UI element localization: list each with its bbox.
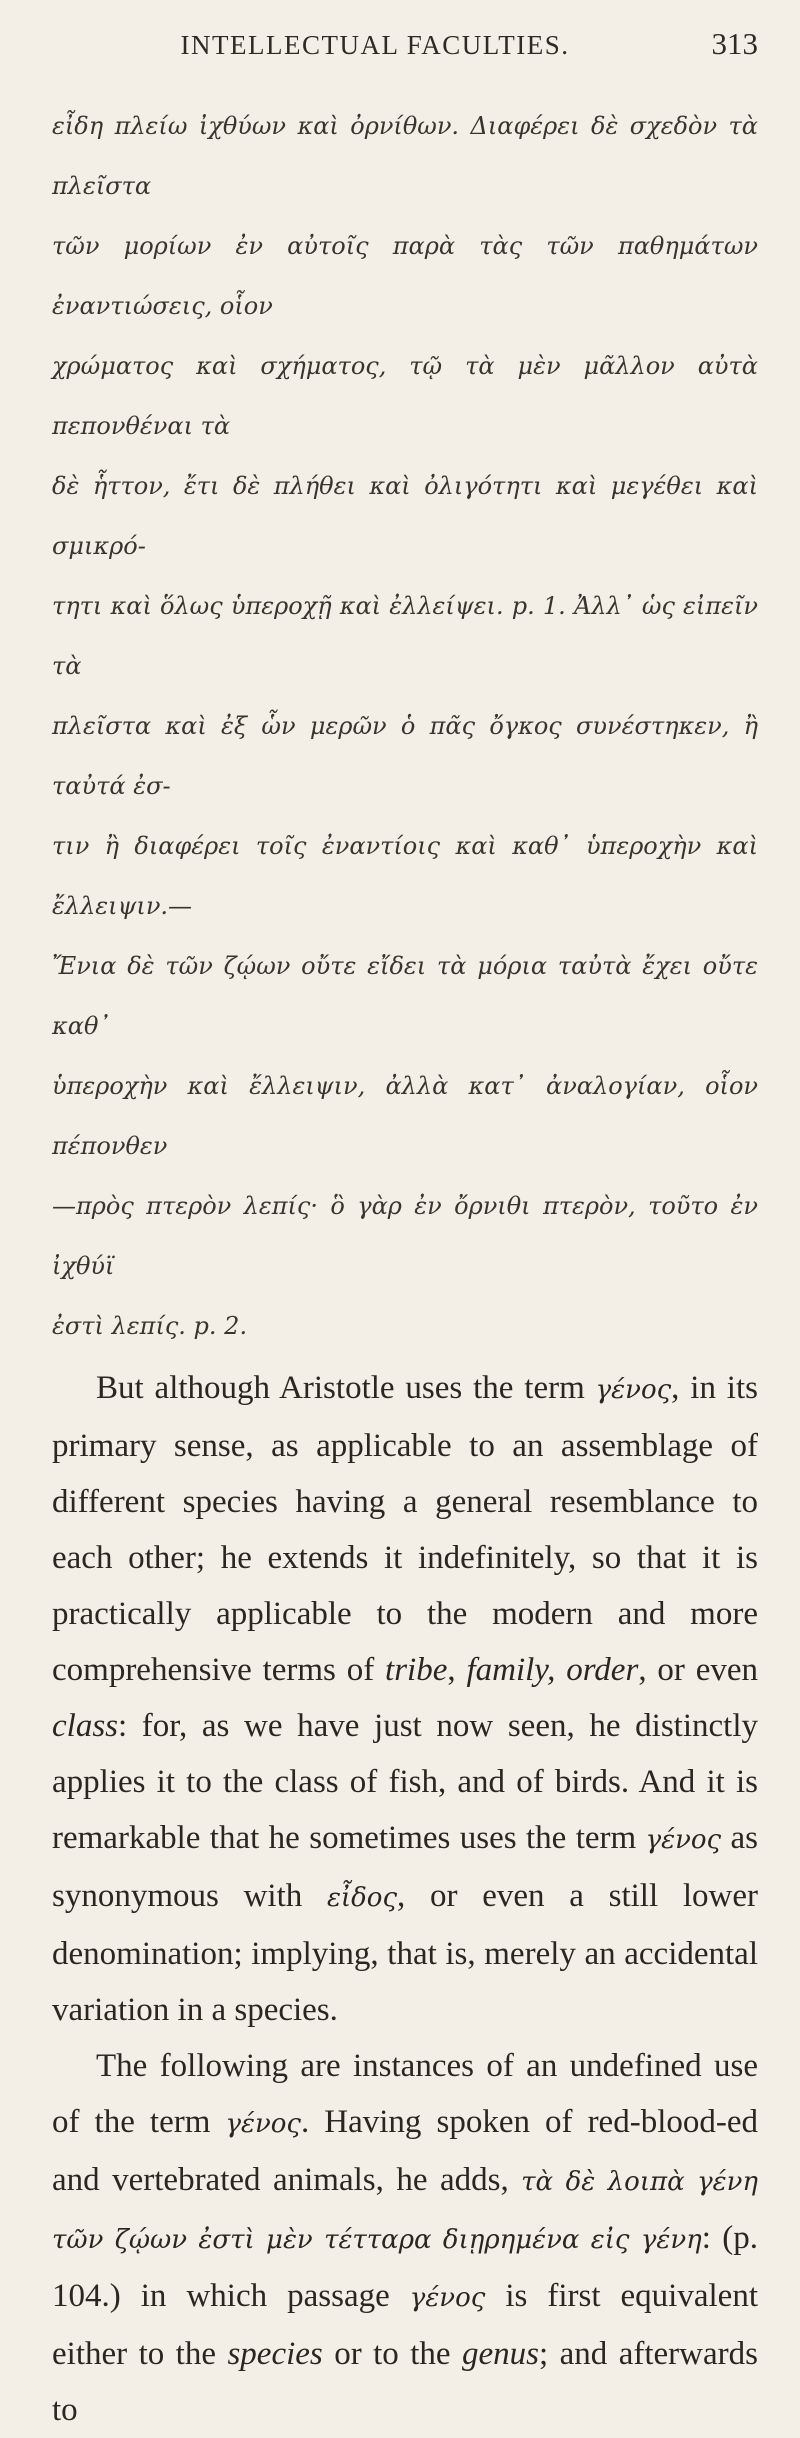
text-run: , — [447, 1652, 467, 1688]
italic-term: genus — [462, 2336, 540, 2372]
greek-line: τητι καὶ ὅλως ὑπεροχῇ καὶ ἐλλείψει. p. 1. Ἀλλ᾽ ὡς εἰπεῖν τὰ — [52, 592, 758, 680]
greek-line: εἶδη πλείω ἰχθύων καὶ ὀρνίθων. Διαφέρει δὲ σχεδὸν τὰ πλεῖστα — [52, 112, 758, 200]
page-number: 313 — [711, 26, 758, 61]
greek-line: χρώματος καὶ σχήματος, τῷ τὰ μὲν μᾶλλον αὐτὰ πεπονθέναι τὰ — [52, 352, 758, 440]
greek-quotation — [52, 96, 758, 1356]
text-run: ; and afterwards to — [52, 2336, 758, 2428]
text-run: But although Aristotle uses the term — [96, 1370, 596, 1406]
greek-line: Ἔνια δὲ τῶν ζῴων οὔτε εἴδει τὰ μόρια ταὐτὰ ἔχει οὔτε καθ᾽ — [52, 952, 758, 1040]
greek-line: τιν ἢ διαφέρει τοῖς ἐναντίοις καὶ καθ᾽ ὑπεροχὴν καὶ ἔλλειψιν.— — [52, 832, 758, 920]
body-text — [52, 1360, 758, 2438]
paragraph-genos-usage — [52, 1360, 758, 2038]
text-run: as synonymous with — [52, 1820, 758, 1914]
text-run: The following are instances of an undefined use of the term — [52, 2048, 758, 2140]
greek-term: γένος — [409, 2283, 486, 2313]
italic-term: family, order — [466, 1652, 639, 1688]
greek-line: δὲ ἧττον, ἔτι δὲ πλήθει καὶ ὀλιγότητι καὶ μεγέθει καὶ σμικρό- — [52, 472, 758, 560]
text-run: . Having spoken of red-blood-ed and vertebrated animals, he adds, — [52, 2104, 758, 2198]
text-run: : for, as we have just now seen, he distinctly applies it to the class of fish, and of birds. And it is remarkable that he sometimes uses the term — [52, 1708, 758, 1856]
text-run: or to the — [322, 2336, 463, 2372]
text-run: , in its primary sense, as applicable to an assemblage of different species having a general resemblance to each other; he extends it indefinitely, so that it is practically applicable to the modern and more comprehensive terms of — [52, 1370, 758, 1688]
text-run: : (p. 104.) in which passage — [52, 2220, 758, 2314]
greek-line: ὑπεροχὴν καὶ ἔλλειψιν, ἀλλὰ κατ᾽ ἀναλογίαν, οἷον πέπονθεν — [52, 1072, 758, 1160]
greek-term: γένος — [225, 2109, 301, 2139]
greek-term: τὰ δὲ λοιπὰ γένη τῶν ζῴων ἐστὶ μὲν τέτταρα διῃρημένα εἰς γένη — [52, 2167, 759, 2255]
text-run: is first equivalent either to the — [52, 2278, 758, 2372]
greek-line: πλεῖστα καὶ ἐξ ὧν μερῶν ὁ πᾶς ὄγκος συνέστηκεν, ἢ ταὐτά ἐσ- — [52, 712, 758, 800]
italic-term: class — [52, 1708, 118, 1744]
greek-line: ἐστὶ λεπίς. p. 2. — [52, 1312, 248, 1340]
italic-term: tribe — [385, 1652, 448, 1688]
text-run: , or even — [638, 1652, 758, 1688]
paragraph-undefined-use — [52, 2038, 758, 2438]
greek-term: εἶδος — [326, 1883, 397, 1913]
greek-line: τῶν μορίων ἐν αὐτοῖς παρὰ τὰς τῶν παθημάτων ἐναντιώσεις, οἷον — [52, 232, 758, 320]
page-header — [52, 22, 758, 82]
text-run: , or even a still lower denomination; implying, that is, merely an accidental variation in a species. — [52, 1878, 758, 2028]
greek-line: —πρὸς πτερὸν λεπίς· ὃ γὰρ ἐν ὄρνιθι πτερὸν, τοῦτο ἐν ἰχθύϊ — [52, 1192, 758, 1280]
greek-term: γένος — [595, 1375, 672, 1405]
italic-term: species — [227, 2336, 323, 2372]
running-head: INTELLECTUAL FACULTIES. — [180, 30, 570, 60]
greek-term: γένος — [645, 1825, 722, 1855]
